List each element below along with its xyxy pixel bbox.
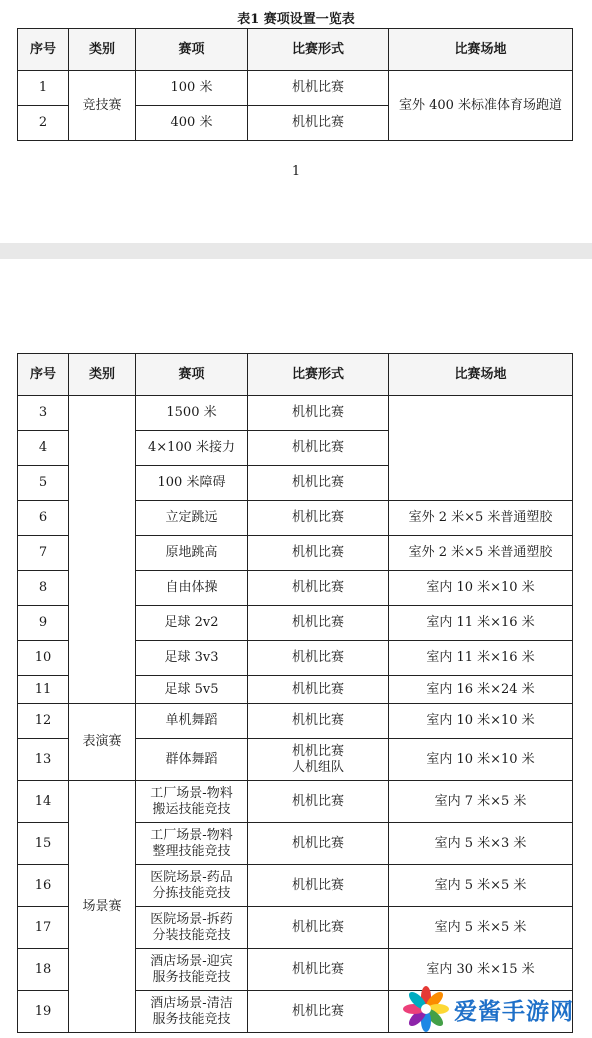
table-header-row — [18, 354, 573, 396]
cell-format: 机机比赛 — [248, 466, 389, 501]
cell-format: 机机比赛 — [248, 606, 389, 641]
cell-event: 足球 5v5 — [136, 676, 248, 704]
cell-venue: 室外 400 米标准体育场跑道 — [389, 71, 573, 141]
cell-no: 2 — [18, 106, 69, 141]
header-venue: 比赛场地 — [389, 29, 573, 71]
cell-format: 机机比赛 — [248, 431, 389, 466]
cell-no: 7 — [18, 536, 69, 571]
cell-format: 机机比赛 — [248, 676, 389, 704]
cell-no: 19 — [18, 991, 69, 1033]
cell-no: 5 — [18, 466, 69, 501]
site-watermark — [402, 984, 592, 1034]
cell-category: 竞技赛 — [69, 71, 136, 141]
cell-no: 8 — [18, 571, 69, 606]
cell-event: 100 米障碍 — [136, 466, 248, 501]
cell-format: 机机比赛 — [248, 823, 389, 865]
cell-venue: 室内 5 米×5 米 — [389, 907, 573, 949]
cell-format: 机机比赛 人机组队 — [248, 739, 389, 781]
cell-format: 机机比赛 — [248, 396, 389, 431]
cell-venue: 室内 10 米×10 米 — [389, 704, 573, 739]
table-row — [18, 396, 573, 431]
cell-no: 14 — [18, 781, 69, 823]
cell-no: 18 — [18, 949, 69, 991]
cell-event: 群体舞蹈 — [136, 739, 248, 781]
cell-format: 机机比赛 — [248, 781, 389, 823]
cell-no: 4 — [18, 431, 69, 466]
cell-no: 10 — [18, 641, 69, 676]
header-event: 赛项 — [136, 29, 248, 71]
cell-category: 表演赛 — [69, 704, 136, 781]
cell-event: 足球 3v3 — [136, 641, 248, 676]
cell-venue: 室外 2 米×5 米普通塑胶 — [389, 501, 573, 536]
cell-event: 单机舞蹈 — [136, 704, 248, 739]
cell-format: 机机比赛 — [248, 949, 389, 991]
cell-no: 9 — [18, 606, 69, 641]
header-no: 序号 — [18, 29, 69, 71]
cell-no: 6 — [18, 501, 69, 536]
table-row — [18, 704, 573, 739]
header-event: 赛项 — [136, 354, 248, 396]
cell-venue: 室内 5 米×5 米 — [389, 865, 573, 907]
cell-no: 11 — [18, 676, 69, 704]
cell-format: 机机比赛 — [248, 536, 389, 571]
header-venue: 比赛场地 — [389, 354, 573, 396]
cell-category: 场景赛 — [69, 781, 136, 1033]
table-title: 表1 赛项设置一览表 — [237, 12, 355, 27]
cell-event: 原地跳高 — [136, 536, 248, 571]
cell-format: 机机比赛 — [248, 501, 389, 536]
header-format: 比赛形式 — [248, 354, 389, 396]
cell-venue: 室内 11 米×16 米 — [389, 606, 573, 641]
header-format: 比赛形式 — [248, 29, 389, 71]
header-category: 类别 — [69, 354, 136, 396]
cell-no: 3 — [18, 396, 69, 431]
cell-event: 4×100 米接力 — [136, 431, 248, 466]
cell-event: 足球 2v2 — [136, 606, 248, 641]
cell-event: 工厂场景-物料 整理技能竞技 — [136, 823, 248, 865]
cell-format: 机机比赛 — [248, 641, 389, 676]
page-number: 1 — [291, 164, 301, 179]
watermark-text: 爱酱手游网 — [454, 998, 574, 1025]
cell-venue: 室外 2 米×5 米普通塑胶 — [389, 536, 573, 571]
logo-center — [421, 1004, 431, 1014]
cell-event: 1500 米 — [136, 396, 248, 431]
cell-no: 12 — [18, 704, 69, 739]
cell-venue: 室内 10 米×10 米 — [389, 739, 573, 781]
table-row — [18, 781, 573, 823]
cell-no: 17 — [18, 907, 69, 949]
cell-venue: 室内 16 米×24 米 — [389, 676, 573, 704]
page-separator — [0, 243, 592, 259]
cell-venue: 室内 30 米×15 米 — [389, 949, 573, 991]
cell-no: 13 — [18, 739, 69, 781]
cell-format: 机机比赛 — [248, 571, 389, 606]
cell-event: 100 米 — [136, 71, 248, 106]
cell-event: 自由体操 — [136, 571, 248, 606]
cell-format: 机机比赛 — [248, 106, 389, 141]
cell-format: 机机比赛 — [248, 71, 389, 106]
cell-event: 酒店场景-迎宾 服务技能竞技 — [136, 949, 248, 991]
cell-format: 机机比赛 — [248, 865, 389, 907]
event-table-page-1 — [17, 28, 573, 141]
header-no: 序号 — [18, 354, 69, 396]
cell-venue: 室内 11 米×16 米 — [389, 641, 573, 676]
flower-logo-icon — [402, 985, 450, 1033]
cell-venue: 室内 5 米×3 米 — [389, 823, 573, 865]
cell-no: 15 — [18, 823, 69, 865]
cell-event: 医院场景-拆药 分装技能竞技 — [136, 907, 248, 949]
event-table-page-2 — [17, 353, 573, 1033]
cell-category-empty — [69, 396, 136, 704]
cell-event: 酒店场景-清洁 服务技能竞技 — [136, 991, 248, 1033]
cell-venue: 室内 7 米×5 米 — [389, 781, 573, 823]
cell-no: 16 — [18, 865, 69, 907]
cell-event: 工厂场景-物料 搬运技能竞技 — [136, 781, 248, 823]
cell-format: 机机比赛 — [248, 907, 389, 949]
cell-venue — [389, 396, 573, 501]
cell-format: 机机比赛 — [248, 991, 389, 1033]
table-header-row — [18, 29, 573, 71]
cell-format: 机机比赛 — [248, 704, 389, 739]
cell-event: 400 米 — [136, 106, 248, 141]
table-row — [18, 71, 573, 106]
cell-venue: 室内 10 米×10 米 — [389, 571, 573, 606]
cell-event: 立定跳远 — [136, 501, 248, 536]
cell-event: 医院场景-药品 分拣技能竞技 — [136, 865, 248, 907]
header-category: 类别 — [69, 29, 136, 71]
cell-no: 1 — [18, 71, 69, 106]
